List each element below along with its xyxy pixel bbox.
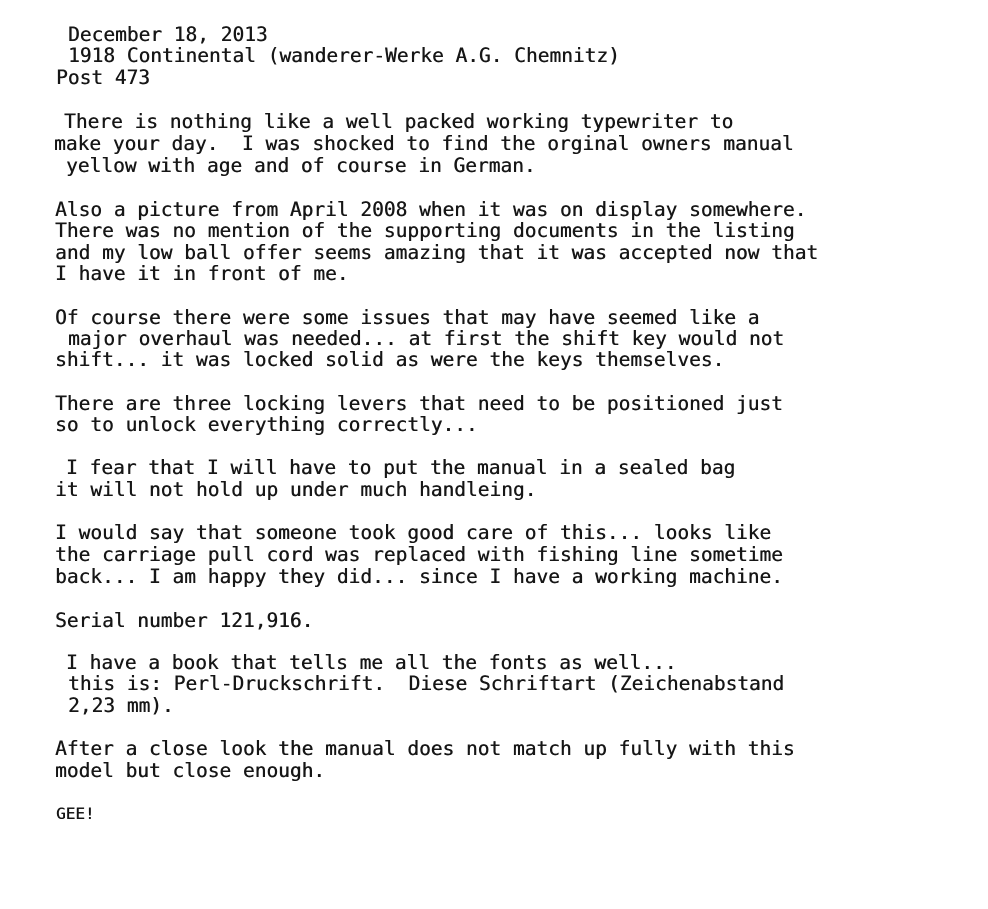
paragraph-9-line-1: After a close look the manual does not match up fully with this <box>55 737 795 760</box>
paragraph-1-line-2: make your day. I was shocked to find the orginal owners manual <box>54 132 794 155</box>
paragraph-8-line-3: 2,23 mm). <box>68 694 174 717</box>
paragraph-3-line-2: major overhaul was needed... at first the shift key would not <box>68 327 785 350</box>
paragraph-6-line-3: back... I am happy they did... since I have a working machine. <box>55 565 783 588</box>
paragraph-1-line-3: yellow with age and of course in German. <box>66 154 536 177</box>
paragraph-8-line-2: this is: Perl-Druckschrift. Diese Schriftart (Zeichenabstand <box>68 672 785 695</box>
letter-machine-line: 1918 Continental (wanderer-Werke A.G. Chemnitz) <box>68 44 620 67</box>
letter-post-number: Post 473 <box>56 66 150 89</box>
paragraph-4-line-2: so to unlock everything correctly... <box>55 413 478 436</box>
paragraph-3-line-1: Of course there were some issues that may have seemed like a <box>55 306 760 329</box>
letter-signature: GEE! <box>56 804 95 823</box>
paragraph-2-line-3: and my low ball offer seems amazing that it was accepted now that <box>55 241 819 264</box>
paragraph-4-line-1: There are three locking levers that need to be positioned just <box>55 392 783 415</box>
paragraph-2-line-4: I have it in front of me. <box>55 262 349 285</box>
paragraph-5-line-2: it will not hold up under much handleing. <box>55 478 537 501</box>
paragraph-2-line-1: Also a picture from April 2008 when it was on display somewhere. <box>55 198 807 221</box>
paragraph-7-line-1: Serial number 121,916. <box>55 609 314 632</box>
paragraph-9-line-2: model but close enough. <box>55 759 326 782</box>
paragraph-5-line-1: I fear that I will have to put the manual in a sealed bag <box>66 456 736 479</box>
paragraph-8-line-1: I have a book that tells me all the fonts as well... <box>66 651 677 674</box>
paragraph-2-line-2: There was no mention of the supporting documents in the listing <box>55 219 795 242</box>
paragraph-6-line-2: the carriage pull cord was replaced with fishing line sometime <box>55 543 783 566</box>
letter-date: December 18, 2013 <box>68 23 268 46</box>
paragraph-6-line-1: I would say that someone took good care of this... looks like <box>55 521 772 544</box>
paragraph-1-line-1: There is nothing like a well packed working typewriter to <box>64 110 734 133</box>
paragraph-3-line-3: shift... it was locked solid as were the keys themselves. <box>55 348 725 371</box>
